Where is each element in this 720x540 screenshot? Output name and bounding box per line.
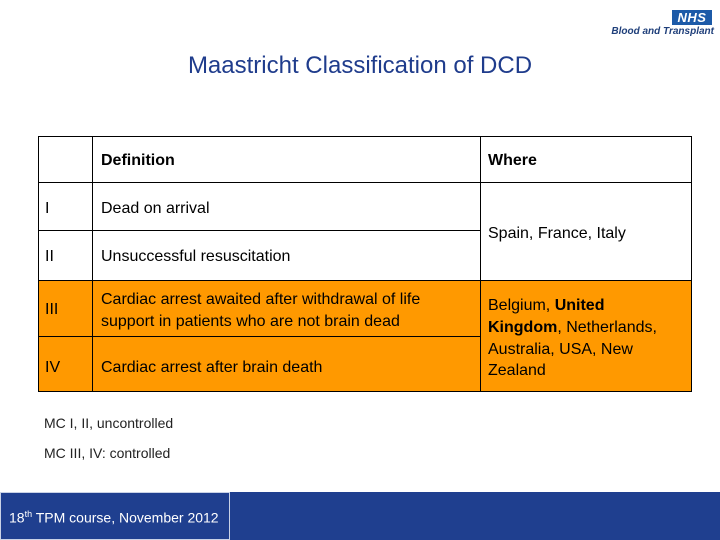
nhs-logo-badge: NHS	[672, 10, 712, 25]
row-category-label: IV	[45, 359, 61, 376]
where-controlled-text: Belgium,	[488, 297, 555, 314]
footer-course-box	[0, 492, 230, 540]
row-definition-label: Unsuccessful resuscitation	[101, 248, 291, 265]
row-category-cell	[38, 230, 94, 282]
header-category-cell	[38, 136, 94, 184]
where-controlled-line: Australia, USA, New	[488, 341, 633, 358]
note-controlled: MC III, IV: controlled	[44, 445, 171, 461]
row-category-cell	[38, 280, 94, 338]
note-uncontrolled: MC I, II, uncontrolled	[44, 415, 174, 431]
header-where-label: Where	[488, 152, 537, 169]
header-definition-label: Definition	[101, 152, 175, 169]
maastricht-classification-table	[38, 136, 692, 392]
footer-ordinal-suffix: th	[24, 509, 33, 519]
where-controlled-line: Zealand	[488, 362, 546, 379]
footer-course-text	[9, 509, 219, 526]
where-uncontrolled-cell	[480, 182, 692, 282]
row-category-label: II	[45, 248, 54, 265]
where-controlled-highlight: Kingdom	[488, 319, 558, 336]
where-controlled-text: , Netherlands,	[557, 319, 657, 336]
nhs-blood-and-transplant-logo	[594, 8, 714, 38]
row-definition-cell	[92, 230, 482, 282]
row-category-label: I	[45, 200, 50, 217]
row-definition-cell	[92, 280, 482, 338]
row-category-cell	[38, 182, 94, 232]
slide-title: Maastricht Classification of DCD	[187, 52, 533, 79]
where-controlled-line	[488, 317, 657, 338]
row-category-label: III	[45, 301, 59, 318]
footer-ordinal-number: 18	[9, 509, 25, 526]
header-where-cell	[480, 136, 692, 184]
row-definition-label: Dead on arrival	[101, 200, 210, 217]
row-definition-cell	[92, 182, 482, 232]
row-definition-line: support in patients who are not brain dead	[101, 313, 400, 330]
where-controlled-highlight: United	[554, 297, 605, 314]
logo-tagline: Blood and Transplant	[611, 26, 714, 37]
header-definition-cell	[92, 136, 482, 184]
row-category-cell	[38, 336, 94, 392]
row-definition-line: Cardiac arrest awaited after withdrawal of life	[101, 291, 421, 308]
where-controlled-cell	[480, 280, 692, 392]
footer-course-label: TPM course, November 2012	[32, 509, 219, 526]
where-controlled-line	[488, 295, 604, 316]
where-uncontrolled-label: Spain, France, Italy	[488, 225, 626, 242]
row-definition-label: Cardiac arrest after brain death	[101, 359, 323, 376]
row-definition-cell	[92, 336, 482, 392]
footer-bar	[0, 492, 720, 540]
